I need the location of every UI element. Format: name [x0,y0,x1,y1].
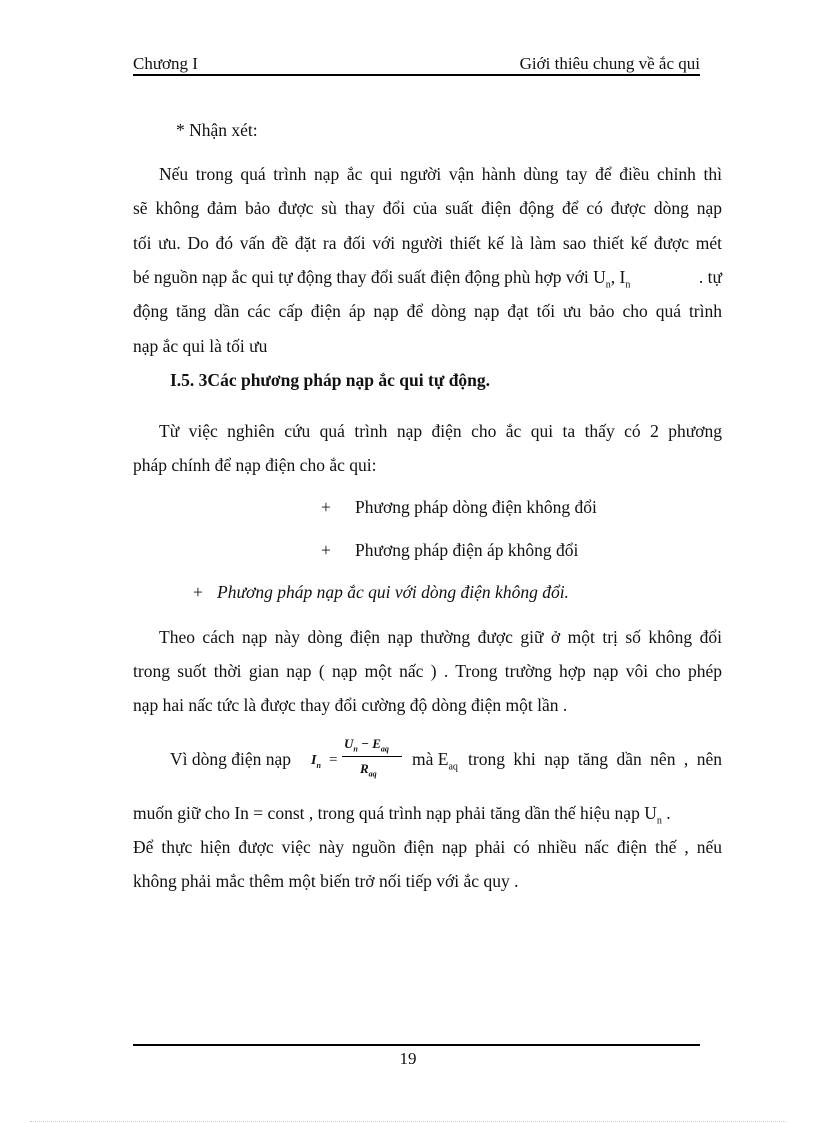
footer-rule [133,1044,700,1046]
subheading: + Phương pháp nạp ắc qui với dòng điện không đổi. [193,582,569,602]
page-number: 19 [399,1049,417,1068]
chapter-label: Chương I [133,54,198,73]
plus-icon: + [321,540,331,560]
formula-text-after: mà $E_{aq}$ [412,749,458,773]
paragraph-line: tối ưu. Do đó vấn đề đặt ra đối với người thiết kế là làm sao thiết kế được mét [133,233,722,253]
formula-text-tail: trong khi nạp tăng dần nên , nên [468,749,722,769]
paragraph-line: không phải mắc thêm một biến trở nối tiếp với ắc quy . [133,871,519,891]
section-heading: I.5. 3Các phương pháp nạp ắc qui tự động. [170,370,491,390]
paragraph-line: Theo cách nạp này dòng điện nạp thường được giữ ở một trị số không đổi [159,627,722,647]
paragraph-line: Để thực hiện được việc này nguồn điện nạp phải có nhiều nấc điện thế , nếu [133,837,722,857]
paragraph-line: Từ việc nghiên cứu quá trình nạp điện cho ắc qui ta thấy có 2 phương [159,421,722,441]
remark-label: * Nhận xét: [176,120,258,140]
paragraph-line: bé nguồn nạp ắc qui tự động thay đổi suất điện động phù hợp với $U_n$, $I_n$ . tự [133,267,722,291]
fraction-bar [342,756,402,757]
chapter-title: Giới thiêu chung về ắc qui [519,54,700,73]
paragraph-line: Nếu trong quá trình nạp ắc qui người vận hành dùng tay để điều chỉnh thì [159,164,722,184]
paragraph-line: nạp hai nấc tức là được thay đổi cường độ dòng điện một lần . [133,695,568,715]
paragraph-line: muốn giữ cho In = const , trong quá trình nạp phải tăng dần thế hiệu nạp $U_n$ . [133,803,671,827]
paragraph-line: nạp ắc qui là tối ưu [133,336,268,356]
plus-icon: + [193,582,203,602]
paragraph-line: động tăng dần các cấp điện áp nạp để dòng nạp đạt tối ưu bảo cho quá trình [133,301,722,321]
plus-icon: + [321,497,331,517]
current-formula: $I_n$ = $U_n - E_{aq}$ $R_{aq}$ [311,732,404,784]
bullet-item: + Phương pháp dòng điện không đổi [321,497,597,517]
page-header [133,52,700,76]
page-edge [30,1121,786,1122]
paragraph-line: pháp chính để nạp điện cho ắc qui: [133,455,377,475]
formula-text-before: Vì dòng điện nạp [170,749,292,769]
bullet-item: + Phương pháp điện áp không đổi [321,540,579,560]
paragraph-line: sẽ không đảm bảo được sù thay đổi của suất điện động để có được dòng nạp [133,198,722,218]
paragraph-line: trong suốt thời gian nạp ( nạp một nấc ) . Trong trường hợp nạp vôi cho phép [133,661,722,681]
